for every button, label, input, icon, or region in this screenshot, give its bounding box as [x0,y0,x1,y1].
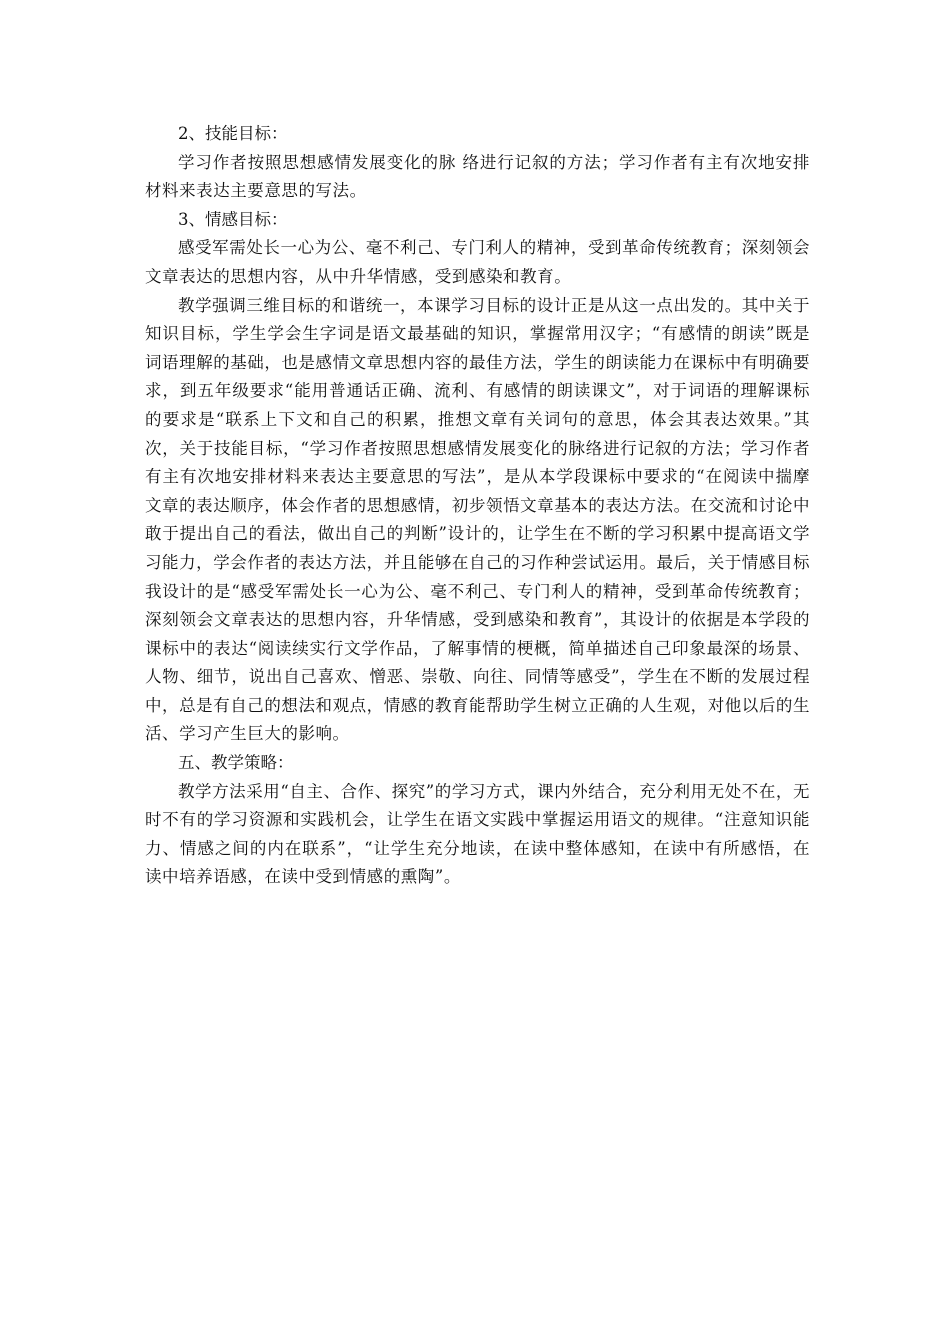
section-heading-emotion-goal: 3、情感目标： [178,209,288,229]
paragraph-teaching-strategy: 教学方法采用“自主、合作、探究”的学习方式，课内外结合，充分利用无处不在，无时不有的学习资源和实践机会，让学生在语文实践中掌握运用语文的规律。“注意知识能力、情感之间的内在联系”，“让学生充分地读，在读中整体感知，在读中有所感悟，在读中培养语感，在读中受到情感的熏陶”。 [145,781,810,887]
section-heading-skill-goal: 2、技能目标： [178,124,288,143]
paragraph-skill-goal: 学习作者按照思想感情发展变化的脉 络进行记叙的方法；学习作者有主有次地安排材料来表达主要意思的写法。 [145,152,810,201]
paragraph-goal-rationale: 教学强调三维目标的和谐统一，本课学习目标的设计正是从这一点出发的。其中关于知识目标，学生学会生字词是语文最基础的知识，掌握常用汉字；“有感情的朗读”既是词语理解的基础，也是感情文章思想内容的最佳方法，学生的朗读能力在课标中有明确要求，到五年级要求“能用普通话正确、流利、有感情的朗读课文”，对于词语的理解课标的要求是“联系上下文和自己的积累，推想文章有关词句的意思，体会其表达效果。”其次，关于技能目标，“学习作者按照思想感情发展变化的脉络进行记叙的方法；学习作者有主有次地安排材料来表达主要意思的写法”，是从本学段课标中要求的“在阅读中揣摩文章的表达顺序，体会作者的思想感情，初步领悟文章基本的表达方法。在交流和讨论中敢于提出自己的看法，做出自己的判断”设计的，让学生在不断的学习积累中提高语文学习能力，学会作者的表达方法，并且能够在自己的习作种尝试运用。最后，关于情感目标我设计的是“感受军需处长一心为公、毫不利己、专门利人的精神，受到革命传统教育；深刻领会文章表达的思想内容，升华情感，受到感染和教育”，其设计的依据是本学段的课标中的表达“阅读续实行文学作品，了解事情的梗概，简单描述自己印象最深的场景、人物、细节，说出自己喜欢、憎恶、崇敬、向往、同情等感受”，学生在不断的发展过程中，总是有自己的想法和观点，情感的教育能帮助学生树立正确的人生观，对他以后的生活、学习产生巨大的影响。 [145,295,810,744]
section-heading-teaching-strategy: 五、教学策略： [178,753,294,773]
document-page [145,120,810,892]
paragraph-emotion-goal: 感受军需处长一心为公、毫不利己、专门利人的精神，受到革命传统教育；深刻领会文章表达的思想内容，从中升华情感，受到感染和教育。 [145,238,810,286]
